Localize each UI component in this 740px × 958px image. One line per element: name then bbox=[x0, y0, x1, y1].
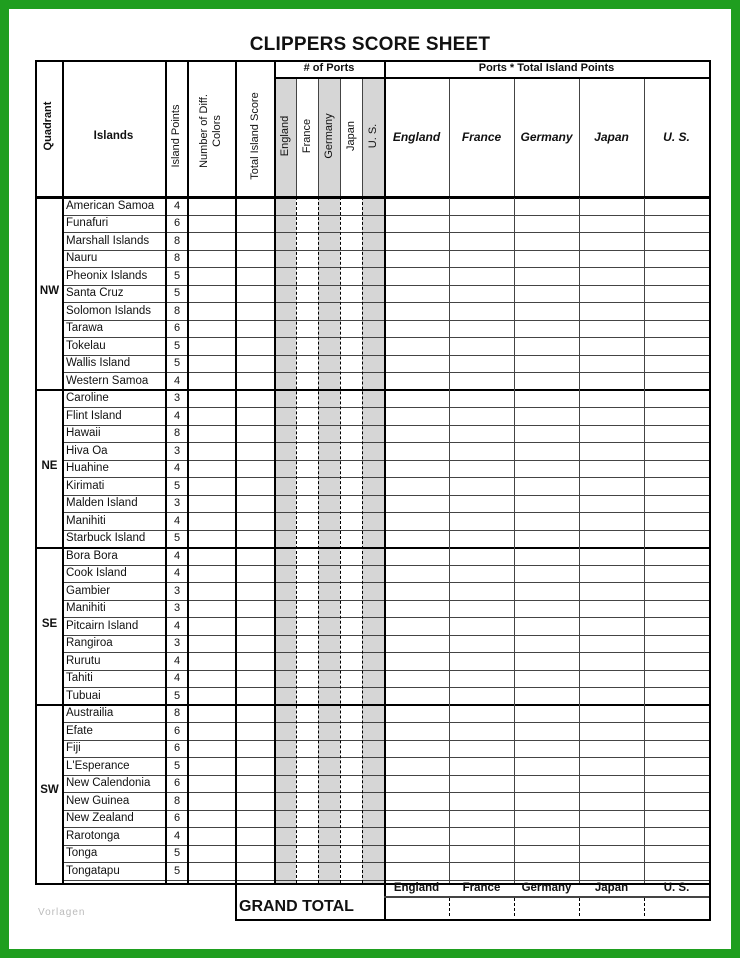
island-name: Manihiti bbox=[66, 514, 106, 527]
island-name: Manihiti bbox=[66, 602, 106, 614]
quadrant-header-label: Quadrant bbox=[42, 101, 54, 151]
port-col-header: U. S. bbox=[367, 123, 379, 149]
port-col-header: Germany bbox=[323, 113, 335, 159]
island-name: New Guinea bbox=[66, 794, 130, 807]
island-points: 8 bbox=[173, 707, 181, 719]
island-name: Tokelau bbox=[66, 339, 106, 352]
nation-header: Japan bbox=[594, 130, 629, 144]
islands-header: Islands bbox=[93, 130, 134, 142]
port-dash-line bbox=[340, 197, 341, 883]
island-points: 3 bbox=[173, 392, 181, 404]
num-colors-header bbox=[198, 81, 224, 181]
island-name: Tonga bbox=[66, 847, 98, 859]
island-points: 6 bbox=[173, 724, 181, 737]
page-title: CLIPPERS SCORE SHEET bbox=[249, 34, 491, 55]
port-dash-line bbox=[296, 197, 297, 883]
island-name: Solomon Islands bbox=[66, 304, 152, 317]
ports-total-header: Ports * Total Island Points bbox=[478, 62, 615, 74]
island-name: Tahiti bbox=[66, 672, 93, 684]
grand-total-dash bbox=[644, 898, 645, 916]
island-name: Kirimati bbox=[66, 479, 105, 492]
island-points: 4 bbox=[173, 549, 181, 562]
island-name: Marshall Islands bbox=[66, 234, 150, 247]
island-name: Rurutu bbox=[66, 654, 101, 667]
quadrant-label: SW bbox=[40, 784, 59, 796]
nation-header: England bbox=[392, 130, 441, 144]
grand-total-nation: England bbox=[393, 882, 440, 894]
island-name: Rangiroa bbox=[66, 637, 113, 649]
grand-total-dash bbox=[579, 898, 580, 916]
grand-total-label: GRAND TOTAL bbox=[239, 898, 354, 915]
island-points: 5 bbox=[173, 689, 181, 702]
island-points: 5 bbox=[173, 847, 181, 859]
column-line bbox=[709, 60, 711, 883]
island-name: Tongatapu bbox=[66, 864, 120, 877]
gt-bottom-line bbox=[235, 919, 711, 921]
island-points-header: Island Points bbox=[170, 104, 182, 168]
port-col-header: England bbox=[279, 115, 291, 157]
num-colors-line1: Number of Diff. bbox=[198, 94, 210, 168]
island-name: Wallis Island bbox=[66, 357, 131, 369]
island-points: 4 bbox=[173, 829, 181, 842]
island-points: 6 bbox=[173, 742, 181, 754]
column-line bbox=[235, 60, 237, 883]
grand-total-nation: France bbox=[462, 882, 501, 894]
island-name: Western Samoa bbox=[66, 374, 149, 387]
grand-total-dash bbox=[514, 898, 515, 916]
island-points: 4 bbox=[173, 199, 181, 212]
island-points: 5 bbox=[173, 287, 181, 299]
quadrant-separator bbox=[35, 704, 709, 706]
island-points: 5 bbox=[173, 532, 181, 544]
island-name: Starbuck Island bbox=[66, 532, 146, 544]
island-name: Tubuai bbox=[66, 689, 101, 702]
island-points: 6 bbox=[173, 217, 181, 229]
island-points: 6 bbox=[173, 322, 181, 334]
island-name: Huahine bbox=[66, 462, 109, 474]
gt-left-line bbox=[235, 883, 237, 919]
nation-header: Germany bbox=[520, 130, 573, 144]
island-points: 8 bbox=[173, 304, 181, 317]
island-name: Cook Island bbox=[66, 567, 127, 579]
island-name: New Zealand bbox=[66, 812, 134, 824]
island-points: 3 bbox=[173, 637, 181, 649]
port-col-header: Japan bbox=[345, 121, 357, 151]
port-col-header: France bbox=[301, 118, 313, 154]
island-name: Gambier bbox=[66, 584, 111, 597]
island-name: Caroline bbox=[66, 392, 109, 404]
island-name: Austrailia bbox=[66, 707, 114, 719]
column-line bbox=[187, 60, 189, 883]
island-points: 4 bbox=[173, 619, 181, 632]
column-line bbox=[274, 60, 276, 883]
island-points: 4 bbox=[173, 409, 181, 422]
island-name: Hiva Oa bbox=[66, 444, 108, 457]
island-points: 5 bbox=[173, 339, 181, 352]
island-points: 8 bbox=[173, 794, 181, 807]
column-line bbox=[384, 60, 386, 883]
island-points: 5 bbox=[173, 864, 181, 877]
gt-sub-line bbox=[384, 896, 709, 898]
island-name: Santa Cruz bbox=[66, 287, 124, 299]
island-points: 5 bbox=[173, 479, 181, 492]
island-points: 5 bbox=[173, 357, 181, 369]
island-points: 4 bbox=[173, 462, 181, 474]
island-name: Fiji bbox=[66, 742, 81, 754]
port-dash-line bbox=[362, 197, 363, 883]
island-points: 3 bbox=[173, 497, 181, 509]
quadrant-label: NE bbox=[41, 460, 58, 473]
island-name: Funafuri bbox=[66, 217, 109, 229]
island-name: Pheonix Islands bbox=[66, 269, 148, 282]
grand-total-nation: U. S. bbox=[663, 882, 690, 894]
grand-total-nation: Germany bbox=[521, 882, 572, 894]
quadrant-label: SE bbox=[41, 617, 58, 630]
island-points: 4 bbox=[173, 567, 181, 579]
nation-header: U. S. bbox=[663, 130, 690, 144]
island-name: Rarotonga bbox=[66, 829, 120, 842]
island-points: 4 bbox=[173, 672, 181, 684]
island-name: Pitcairn Island bbox=[66, 619, 139, 632]
island-points: 4 bbox=[173, 654, 181, 667]
total-score-header: Total Island Score bbox=[249, 92, 261, 180]
quadrant-label: NW bbox=[39, 285, 60, 298]
island-points: 3 bbox=[173, 444, 181, 457]
port-header-line bbox=[318, 77, 319, 197]
grand-total-dash bbox=[449, 898, 450, 916]
island-name: Efate bbox=[66, 724, 93, 737]
island-name: Tarawa bbox=[66, 322, 104, 334]
island-points: 3 bbox=[173, 602, 181, 614]
island-points: 6 bbox=[173, 812, 181, 824]
island-points: 8 bbox=[173, 252, 181, 264]
island-name: American Samoa bbox=[66, 199, 155, 212]
port-header-line bbox=[340, 77, 341, 197]
port-header-line bbox=[296, 77, 297, 197]
watermark: Vorlagen bbox=[38, 907, 86, 918]
island-name: Bora Bora bbox=[66, 549, 118, 562]
island-points: 8 bbox=[173, 427, 181, 439]
island-name: Nauru bbox=[66, 252, 98, 264]
num-colors-line2: Colors bbox=[211, 115, 223, 147]
island-name: Flint Island bbox=[66, 409, 122, 422]
port-header-line bbox=[362, 77, 363, 197]
island-name: Malden Island bbox=[66, 497, 138, 509]
island-points: 6 bbox=[173, 777, 181, 789]
island-points: 4 bbox=[173, 374, 181, 387]
grand-total-nation: Japan bbox=[594, 882, 629, 894]
header-sub-line bbox=[274, 77, 709, 79]
island-points: 8 bbox=[173, 234, 181, 247]
island-points: 4 bbox=[173, 514, 181, 527]
island-points: 5 bbox=[173, 759, 181, 772]
island-points: 3 bbox=[173, 584, 181, 597]
island-name: Hawaii bbox=[66, 427, 101, 439]
gt-right-line bbox=[709, 883, 711, 919]
nation-header: France bbox=[461, 130, 502, 144]
port-dash-line bbox=[318, 197, 319, 883]
island-name: New Calendonia bbox=[66, 777, 151, 789]
island-points: 5 bbox=[173, 269, 181, 282]
island-name: L'Esperance bbox=[66, 759, 130, 772]
ports-header: # of Ports bbox=[303, 62, 355, 74]
